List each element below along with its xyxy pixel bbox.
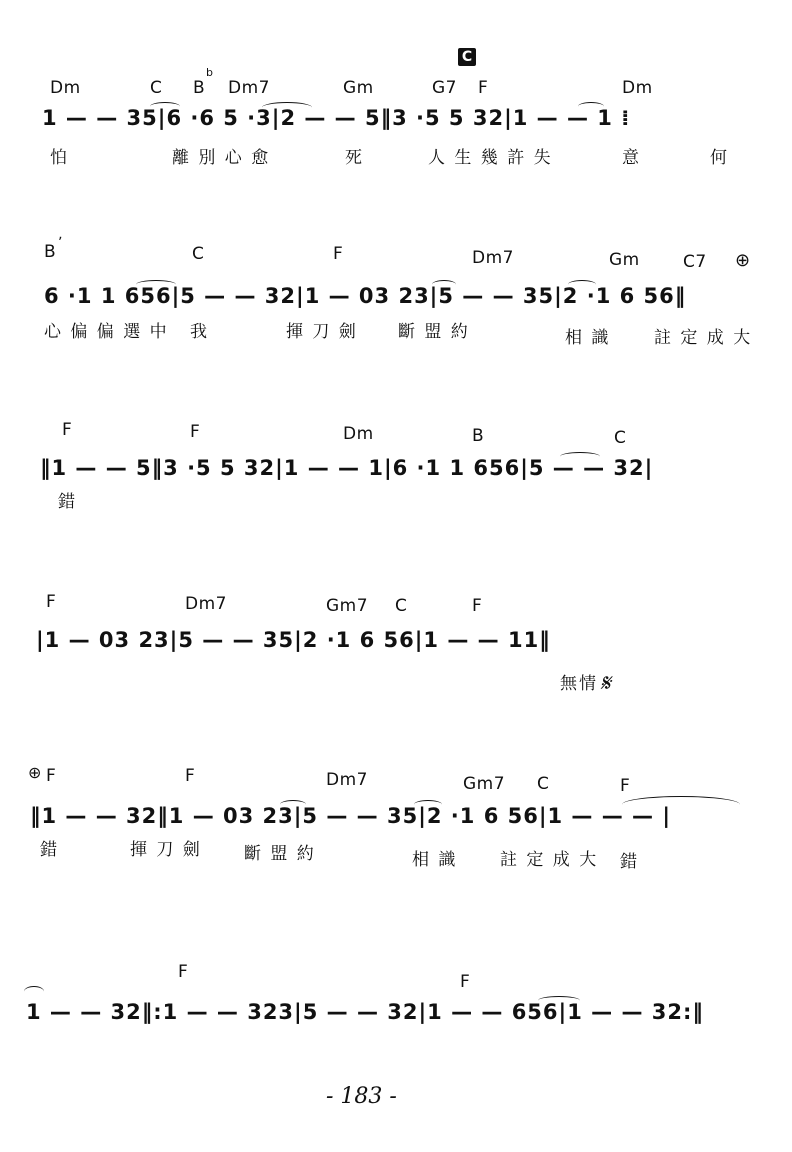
chord-prime: ʼ xyxy=(58,235,63,251)
chord-label: C xyxy=(614,428,627,448)
lyric: 斷 盟 約 xyxy=(244,844,316,864)
notation-line: |1 — 03 23|5 — — 35|2 ·1 6 56|1 — — 11‖ xyxy=(36,628,551,652)
chord-label: C7 xyxy=(683,252,707,272)
chord-label: C xyxy=(537,774,550,794)
page-number: - 183 - xyxy=(326,1084,397,1109)
chord-label: Gm xyxy=(609,250,640,270)
chord-label: B xyxy=(472,426,485,446)
chord-label: Dm xyxy=(343,424,374,444)
tie-arc xyxy=(24,986,44,997)
flat-sign: b xyxy=(206,66,213,79)
notation-line: ‖1 — — 5‖3 ·5 5 32|1 — — 1|6 ·1 1 656|5 — — 32| xyxy=(40,456,654,480)
chord-label: F xyxy=(46,592,57,612)
lyric: 意 xyxy=(622,148,641,168)
lyric: 揮 刀 劍 xyxy=(286,322,358,342)
lyric: 心 偏 偏 選 中 xyxy=(44,322,169,342)
lyric: 怕 xyxy=(50,148,69,168)
chord-label: Dm7 xyxy=(185,594,227,614)
chord-label: F xyxy=(472,596,483,616)
lyric: 離 別 心 愈 xyxy=(172,148,271,168)
chord-label: F xyxy=(620,776,631,796)
chord-label: Dm xyxy=(50,78,81,98)
tie-arc xyxy=(538,996,580,1005)
tie-arc xyxy=(262,102,312,113)
lyric: 斷 盟 約 xyxy=(398,322,470,342)
chord-label: F xyxy=(62,420,73,440)
chord-label: Gm xyxy=(343,78,374,98)
chord-label: Dm7 xyxy=(326,770,368,790)
chord-label: Dm7 xyxy=(228,78,270,98)
lyric: 註 定 成 大 xyxy=(654,328,753,348)
notation-line: 1 — — 32‖:1 — — 323|5 — — 32|1 — — 656|1 — — 32:‖ xyxy=(26,1000,704,1024)
section-mark-c: C xyxy=(458,48,476,66)
tie-arc xyxy=(622,796,740,813)
notation-line: 6 ·1 1 656|5 — — 32|1 — 03 23|5 — — 35|2 ·1 6 56‖ xyxy=(44,284,687,308)
coda-icon: ⊕ xyxy=(28,763,42,782)
chord-label: Gm7 xyxy=(326,596,369,616)
ending-text: 無情 xyxy=(560,674,598,694)
lyric: 何 xyxy=(710,148,729,168)
segno-icon: 𝄋 xyxy=(600,669,611,697)
chord-label: Dm xyxy=(622,78,653,98)
tie-arc xyxy=(432,280,456,289)
tie-arc xyxy=(150,102,180,111)
notation-line: 1 — — 35|6 ·6 5 ·3|2 — — 5‖3 ·5 5 32|1 — — 1 ⁞ xyxy=(42,106,631,130)
tie-arc xyxy=(560,452,600,461)
chord-label: F xyxy=(178,962,189,982)
chord-label: F xyxy=(46,766,57,786)
lyric: 人 生 幾 許 失 xyxy=(428,148,553,168)
coda-icon: ⊕ xyxy=(735,250,751,271)
tie-arc xyxy=(414,800,442,809)
chord-label: C xyxy=(192,244,205,264)
chord-label: G7 xyxy=(432,78,457,98)
chord-label: C xyxy=(150,78,163,98)
lyric: 註 定 成 大 xyxy=(500,850,599,870)
tie-arc xyxy=(136,280,176,289)
lyric: 錯 xyxy=(58,492,77,512)
chord-label: F xyxy=(185,766,196,786)
lyric: 揮 刀 劍 xyxy=(130,840,202,860)
chord-label: F xyxy=(460,972,471,992)
chord-label: Dm7 xyxy=(472,248,514,268)
chord-label: B xyxy=(44,242,57,262)
tie-arc xyxy=(568,280,596,289)
chord-label: C xyxy=(395,596,408,616)
lyric: 相 識 xyxy=(565,328,611,348)
tie-arc xyxy=(280,800,306,809)
lyric: 錯 xyxy=(620,852,639,872)
lyric: 相 識 xyxy=(412,850,458,870)
chord-label: F xyxy=(190,422,201,442)
tie-arc xyxy=(578,102,604,111)
lyric: 錯 xyxy=(40,840,59,860)
lyric: 死 xyxy=(345,148,364,168)
chord-label: F xyxy=(333,244,344,264)
chord-label: B xyxy=(193,78,206,98)
chord-label: Gm7 xyxy=(463,774,506,794)
chord-label: F xyxy=(478,78,489,98)
lyric: 我 xyxy=(190,322,209,342)
notation-line: ‖1 — — 32‖1 — 03 23|5 — — 35|2 ·1 6 56|1 — — — | xyxy=(30,804,672,828)
